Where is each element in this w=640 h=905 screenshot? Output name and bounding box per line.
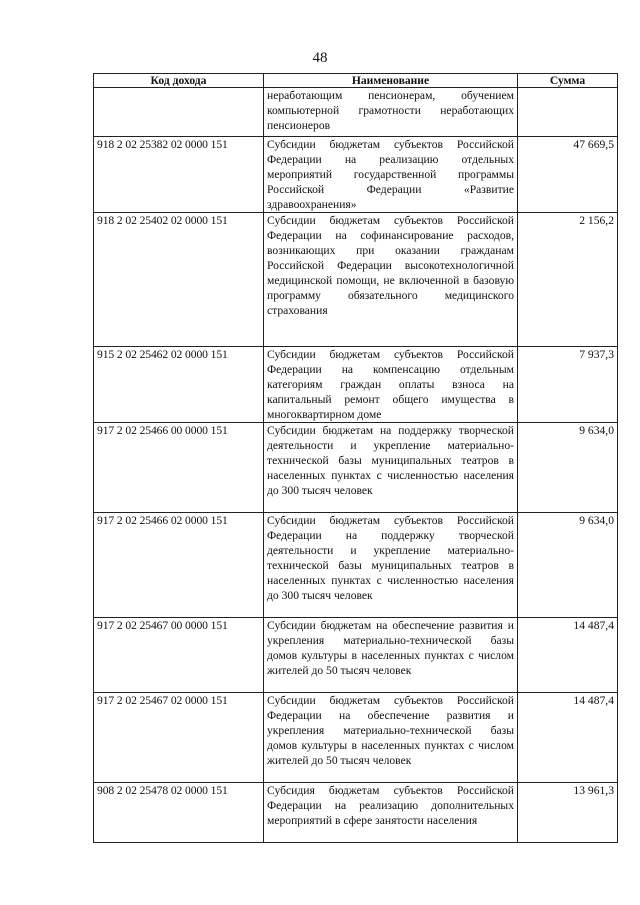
income-amount: 7 937,3 [518, 347, 618, 423]
page-number: 48 [312, 50, 328, 66]
income-amount: 13 961,3 [518, 783, 618, 843]
income-amount [518, 88, 618, 137]
table-row [94, 783, 618, 843]
table-header-row [94, 74, 618, 88]
table-row [94, 513, 618, 618]
table-row [94, 347, 618, 423]
table-row [94, 618, 618, 693]
income-code: 917 2 02 25466 02 0000 151 [94, 513, 264, 618]
income-code: 915 2 02 25462 02 0000 151 [94, 347, 264, 423]
income-amount: 9 634,0 [518, 513, 618, 618]
income-amount: 2 156,2 [518, 213, 618, 347]
income-code: 917 2 02 25467 00 0000 151 [94, 618, 264, 693]
header-code: Код дохода [94, 74, 264, 88]
table-row [94, 423, 618, 513]
income-name: неработающим пенсионерам, обучением компьютерной грамотности неработающих пенсионеров [264, 88, 518, 137]
income-amount: 9 634,0 [518, 423, 618, 513]
income-name: Субсидии бюджетам субъектов Российской Федерации на компенсацию отдельным категориям граждан оплаты взноса на капитальный ремонт общего имущества в многоквартирном доме [264, 347, 518, 423]
income-amount: 14 487,4 [518, 618, 618, 693]
income-code: 918 2 02 25382 02 0000 151 [94, 137, 264, 213]
header-amount: Сумма [518, 74, 618, 88]
header-name: Наименование [264, 74, 518, 88]
income-code: 917 2 02 25467 02 0000 151 [94, 693, 264, 783]
income-name: Субсидии бюджетам субъектов Российской Федерации на поддержку творческой деятельности и укрепление материально-технической базы муниципальных театров в населенных пунктах с численностью населения до 300 тысяч человек [264, 513, 518, 618]
income-name: Субсидии бюджетам субъектов Российской Федерации на обеспечение развития и укрепления материально-технической базы домов культуры в населенных пунктах с числом жителей до 50 тысяч человек [264, 693, 518, 783]
income-name: Субсидии бюджетам на поддержку творческой деятельности и укрепление материально-технической базы муниципальных театров в населенных пунктах с численностью населения до 300 тысяч человек [264, 423, 518, 513]
income-amount: 14 487,4 [518, 693, 618, 783]
income-name: Субсидия бюджетам субъектов Российской Федерации на реализацию дополнительных мероприятий в сфере занятости населения [264, 783, 518, 843]
income-amount: 47 669,5 [518, 137, 618, 213]
income-name: Субсидии бюджетам субъектов Российской Федерации на софинансирование расходов, возникающих при оказании гражданам Российской Федерации высокотехнологичной медицинской помощи, не включенной в базовую программу обязательного медицинского страхования [264, 213, 518, 347]
table-row [94, 693, 618, 783]
table-row [94, 137, 618, 213]
income-code: 918 2 02 25402 02 0000 151 [94, 213, 264, 347]
income-code: 908 2 02 25478 02 0000 151 [94, 783, 264, 843]
income-name: Субсидии бюджетам на обеспечение развития и укрепления материально-технической базы домов культуры в населенных пунктах с числом жителей до 50 тысяч человек [264, 618, 518, 693]
income-code: 917 2 02 25466 00 0000 151 [94, 423, 264, 513]
table-row [94, 213, 618, 347]
income-table [93, 73, 618, 843]
table-row [94, 88, 618, 137]
income-code [94, 88, 264, 137]
income-name: Субсидии бюджетам субъектов Российской Федерации на реализацию отдельных мероприятий государственной программы Российской Федерации «Развитие здравоохранения» [264, 137, 518, 213]
